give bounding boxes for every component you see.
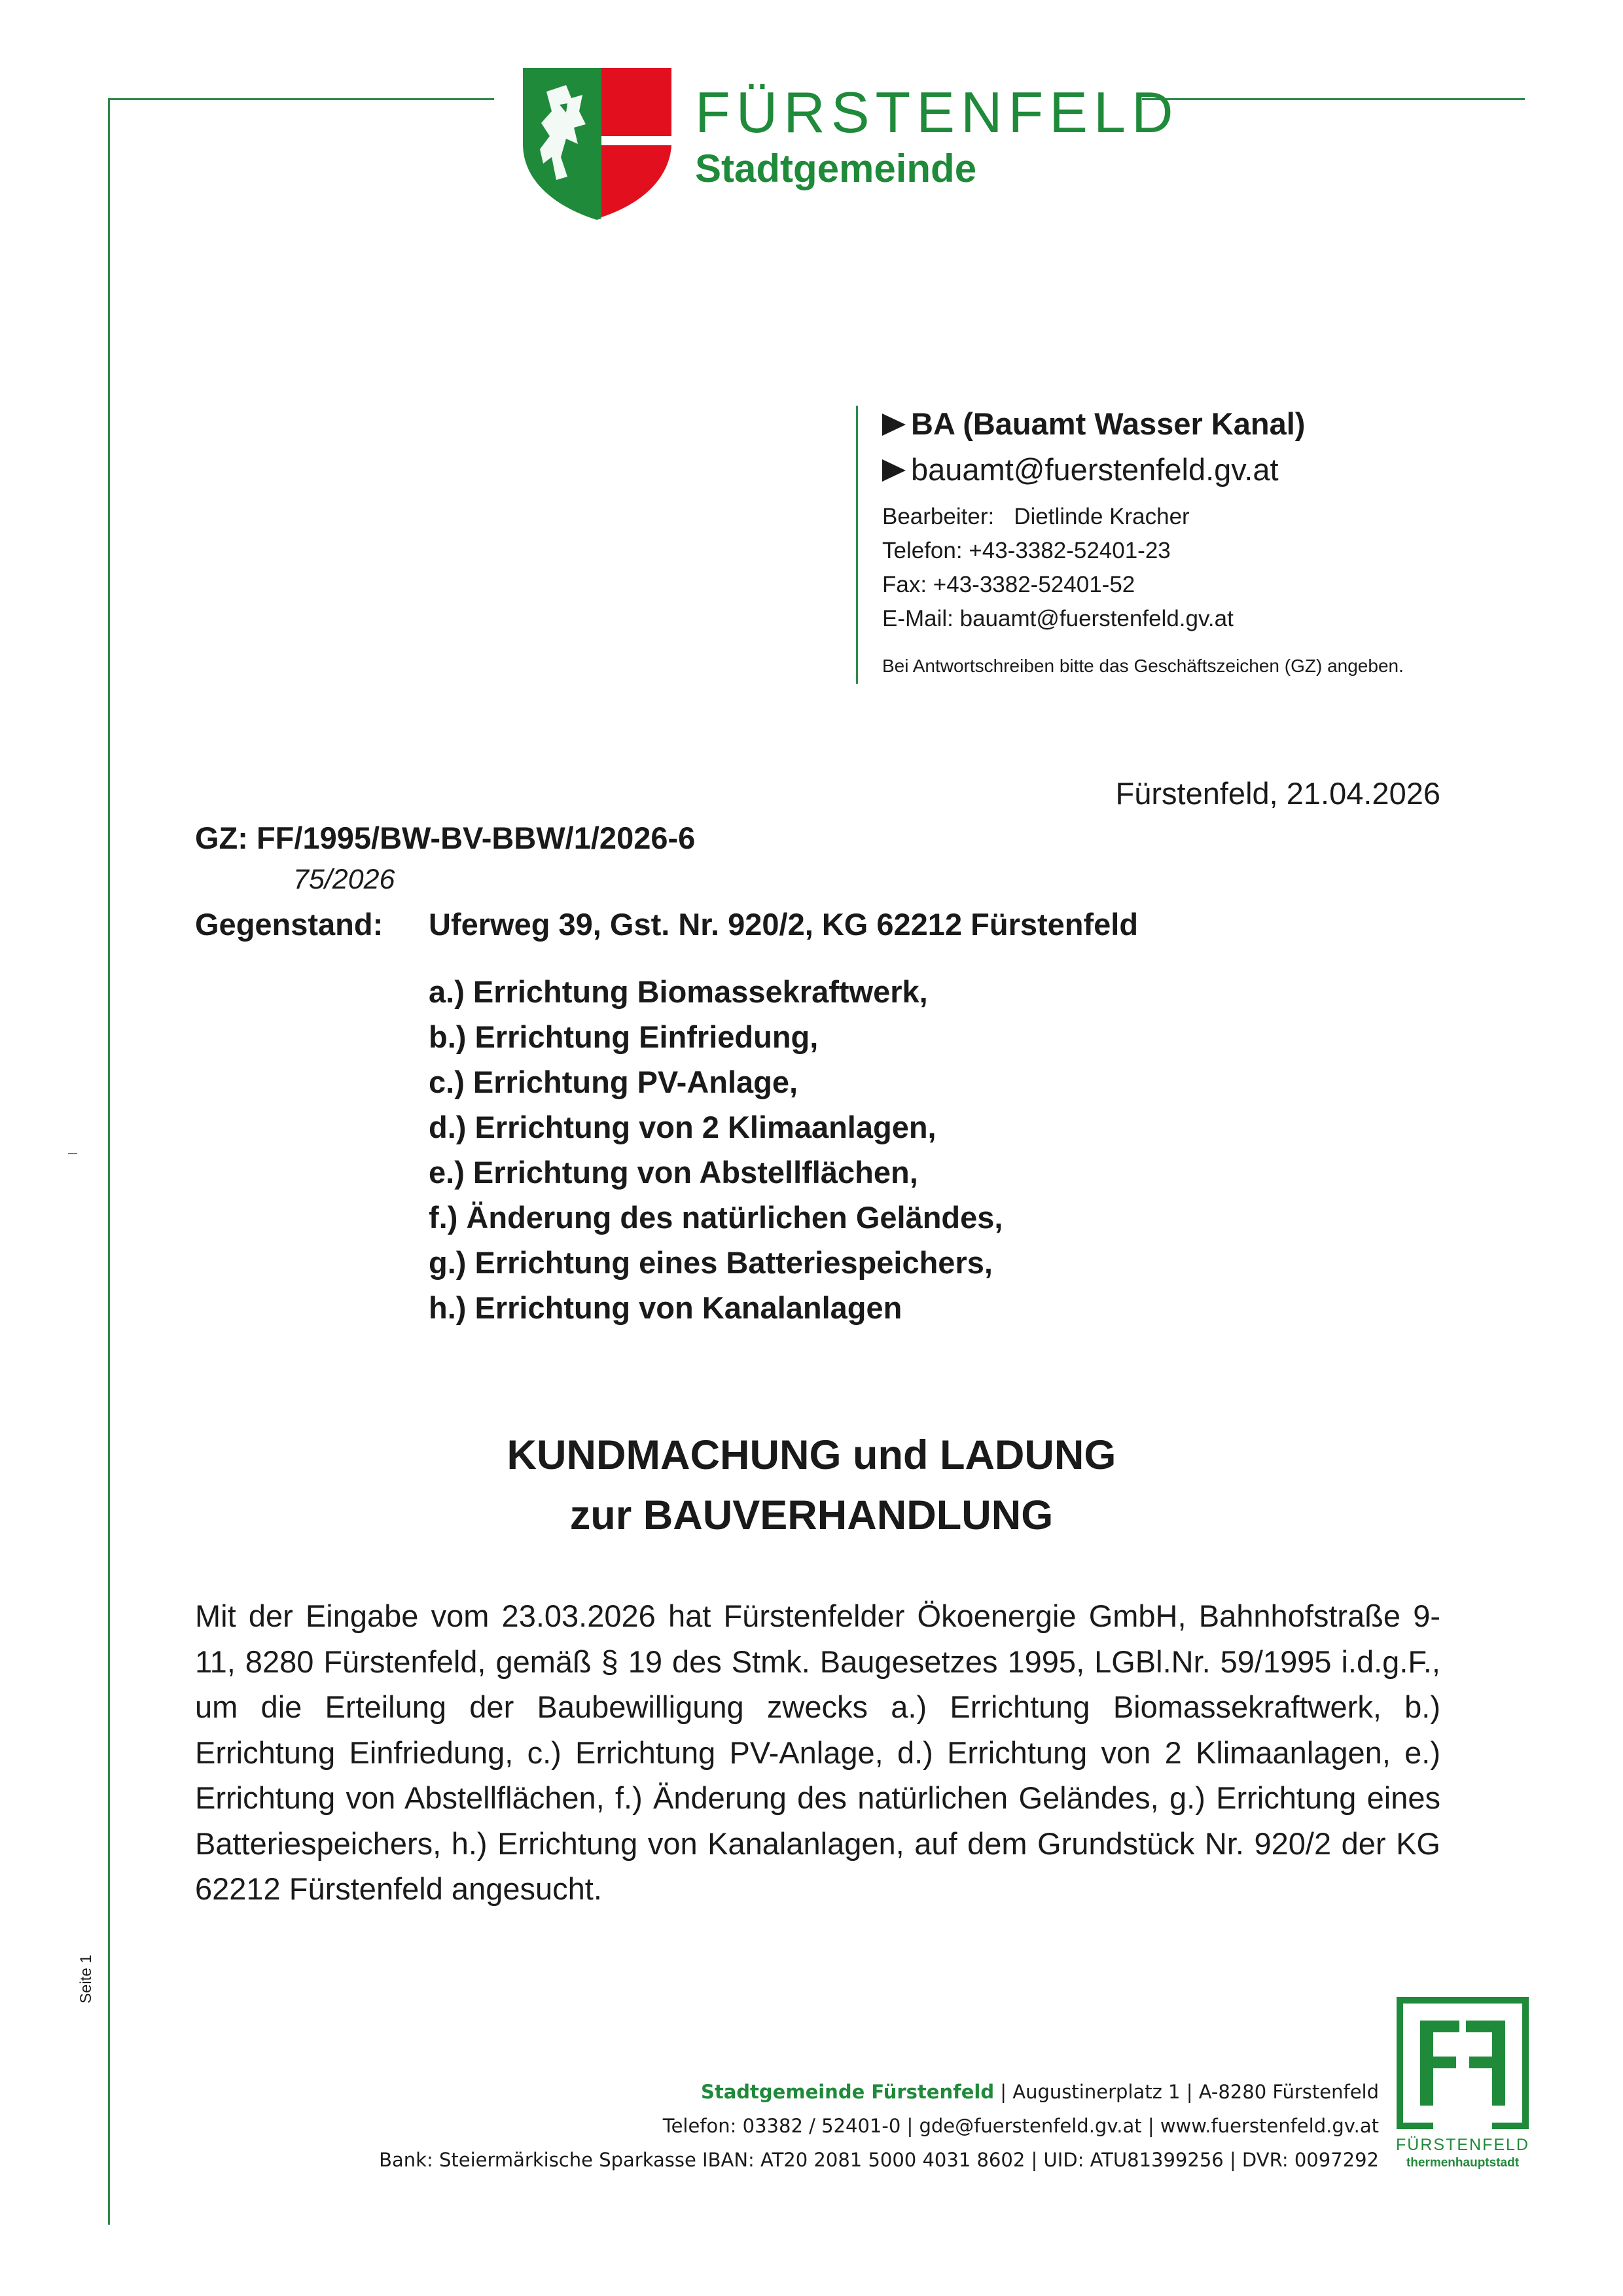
- contact-department: [882, 406, 1305, 442]
- bearbeiter-label: Bearbeiter:: [882, 504, 995, 529]
- brand-subtitle: Stadtgemeinde: [695, 147, 977, 190]
- list-item: b.) Errichtung Einfriedung,: [429, 1019, 819, 1054]
- ff-logo-icon: [1394, 1994, 1531, 2132]
- footer-address: [701, 2081, 1379, 2103]
- list-item: c.) Errichtung PV-Anlage,: [429, 1065, 798, 1099]
- reference-number: GZ: FF/1995/BW-BV-BBW/1/2026-6: [195, 821, 696, 855]
- department-label: BA (Bauamt Wasser Kanal): [911, 406, 1306, 441]
- list-item: g.) Errichtung eines Batteriespeichers,: [429, 1245, 993, 1280]
- bearbeiter-name: Dietlinde Kracher: [1014, 504, 1190, 529]
- contact-telefon: Telefon: +43-3382-52401-23: [882, 538, 1171, 563]
- contact-department-email: [882, 451, 1279, 487]
- ff-logo-name: FÜRSTENFELD: [1396, 2136, 1529, 2154]
- contact-bearbeiter: [882, 504, 1190, 530]
- contact-note: Bei Antwortschreiben bitte das Geschäftszeichen (GZ) angeben.: [882, 656, 1404, 676]
- arrow-right-icon: [882, 414, 906, 436]
- frame-line-top-right: [1142, 98, 1525, 100]
- reference-sub-number: 75/2026: [293, 864, 395, 895]
- list-item: h.) Errichtung von Kanalanlagen: [429, 1290, 902, 1325]
- subject-value: Uferweg 39, Gst. Nr. 920/2, KG 62212 Fürstenfeld: [429, 907, 1139, 942]
- contact-email[interactable]: E-Mail: bauamt@fuerstenfeld.gv.at: [882, 606, 1234, 631]
- list-item: d.) Errichtung von 2 Klimaanlagen,: [429, 1110, 936, 1144]
- list-item: a.) Errichtung Biomassekraftwerk,: [429, 974, 928, 1009]
- brand-title: FÜRSTENFELD: [695, 80, 1179, 145]
- footer-address-text: | Augustinerplatz 1 | A-8280 Fürstenfeld: [994, 2081, 1379, 2103]
- department-email-link[interactable]: bauamt@fuerstenfeld.gv.at: [911, 452, 1279, 487]
- contact-fax: Fax: +43-3382-52401-52: [882, 572, 1135, 597]
- body-paragraph: Mit der Eingabe vom 23.03.2026 hat Fürstenfelder Ökoenergie GmbH, Bahnhofstraße 9-11, 8280 Fürstenfeld, gemäß § 19 des Stmk. Baugesetzes 1995, LGBl.Nr. 59/1995 i.d.g.F., um die Erteilung der Baubewilligung zwecks a.) Errichtung Biomassekraftwerk, b.) Errichtung Einfriedung, c.) Errichtung PV-Anlage, d.) Errichtung von 2 Klimaanlagen, e.) Errichtung von Abstellflächen, f.) Änderung des natürlichen Geländes, g.) Errichtung eines Batteriespeichers, h.) Errichtung von Kanalanlagen, auf dem Grundstück Nr. 920/2 der KG 62212 Fürstenfeld angesucht.: [195, 1598, 1440, 1906]
- arrow-right-icon: [882, 459, 906, 482]
- frame-line-left: [108, 98, 110, 2225]
- coat-of-arms-icon: [520, 65, 674, 221]
- ff-logo-tagline: thermenhauptstadt: [1406, 2156, 1520, 2170]
- subject-label: Gegenstand:: [195, 907, 383, 942]
- footer-bank: Bank: Steiermärkische Sparkasse IBAN: AT20 2081 5000 4031 8602 | UID: ATU81399256 | DVR: 0097292: [379, 2149, 1379, 2171]
- footer-org: Stadtgemeinde Fürstenfeld: [700, 2081, 995, 2103]
- document-heading-line2: zur BAUVERHANDLUNG: [569, 1492, 1054, 1538]
- letter-date: Fürstenfeld, 21.04.2026: [1115, 776, 1440, 811]
- fold-mark: [68, 1153, 77, 1154]
- contact-divider: [856, 406, 858, 684]
- page-number: Seite 1: [77, 1954, 95, 2004]
- list-item: f.) Änderung des natürlichen Geländes,: [429, 1200, 1003, 1235]
- list-item: e.) Errichtung von Abstellflächen,: [429, 1155, 918, 1190]
- document-heading-line1: KUNDMACHUNG und LADUNG: [507, 1432, 1116, 1478]
- footer-contact: Telefon: 03382 / 52401-0 | gde@fuerstenfeld.gv.at | www.fuerstenfeld.gv.at: [662, 2115, 1379, 2137]
- frame-line-top-left: [108, 98, 494, 100]
